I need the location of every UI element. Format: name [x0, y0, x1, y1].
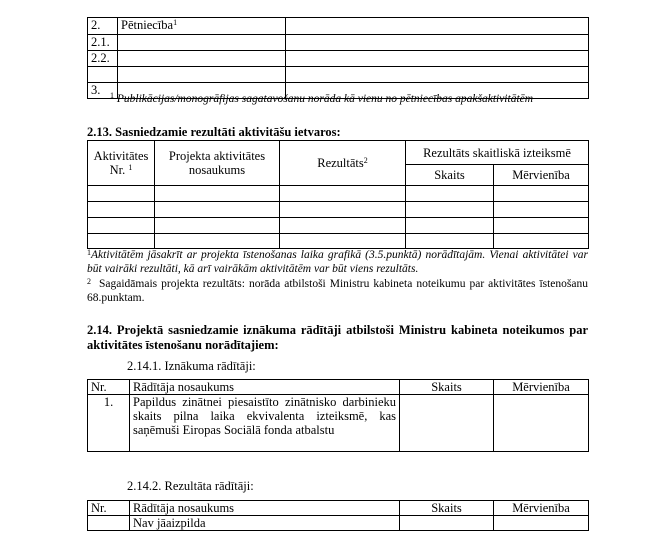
result-indicators-table — [87, 500, 589, 531]
table-row — [88, 18, 589, 35]
table-row — [88, 186, 589, 202]
col-nr-header: Nr. — [88, 501, 130, 516]
table-row — [88, 516, 589, 531]
col-activities-header: Aktivitātes Nr. $^1$ — [88, 141, 155, 186]
table-row — [88, 202, 589, 218]
subsection-2-14-2: 2.14.2. Rezultāta rādītāji: — [127, 479, 254, 493]
row-number: 2.1. — [88, 35, 118, 51]
row-number: 1. — [88, 395, 130, 452]
row-number: 2. — [88, 18, 118, 35]
section-2-14-heading: 2.14. Projektā sasniedzamie iznākuma rādītāji atbilstoši Ministru kabineta noteikumos par aktivitātes īstenošanu norādītajiem: — [87, 323, 588, 352]
table-row — [88, 67, 589, 83]
col-count-header: Skaits — [406, 165, 494, 186]
row-number — [88, 67, 118, 83]
section-2-13-note1: $^1$Aktivitātēm jāsakrīt ar projekta īstenošanas laika grafikā (3.5.punktā) norādītajām. Vienai aktivitātei var būt vairāki rezultāti, kā arī vairākām aktivitātēm var būt viens rezultāts. — [87, 248, 588, 275]
table-row — [88, 234, 589, 249]
col-count-header: Skaits — [400, 380, 494, 395]
col-unit-header: Mērvienība — [494, 501, 589, 516]
col-quant-header: Rezultāts skaitliskā izteiksmē — [406, 141, 589, 165]
row-number: 3. — [88, 83, 118, 99]
subsection-2-14-1: 2.14.1. Iznākuma rādītāji: — [127, 359, 256, 373]
table-row — [88, 218, 589, 234]
activity-name: Pētniecība$^1$ — [118, 18, 286, 35]
col-unit-header: Mērvienība — [494, 380, 589, 395]
indicator-name: Nav jāaizpilda — [130, 516, 400, 531]
section-2-13-heading: 2.13. Sasniedzamie rezultāti aktivitāšu ietvaros: — [87, 125, 341, 139]
col-results-header: Rezultāts$^2$ — [280, 141, 406, 186]
col-name-header: Rādītāja nosaukums — [130, 380, 400, 395]
col-name-header: Rādītāja nosaukums — [130, 501, 400, 516]
col-project-header: Projekta aktivitātes nosaukums — [155, 141, 280, 186]
activities-table — [87, 17, 589, 99]
table-row — [88, 395, 589, 452]
table-row — [88, 35, 589, 51]
output-indicators-table — [87, 379, 589, 452]
table1-footnote: $^1$ Publikācijas/monogrāfijas sagatavošanu norāda kā vienu no pētniecības apakšaktivitātēm — [110, 91, 534, 105]
indicator-name: Papildus zinātnei piesaistīto zinātnisko darbinieku skaits pilna laika ekvivalenta izteiksmē, kas saņēmuši Eiropas Sociālā fonda atbalstu — [130, 395, 400, 452]
section-2-13-note2: $^2$ Sagaidāmais projekta rezultāts: norāda atbilstoši Ministru kabineta noteikumu par aktivitātes īstenošanu 68.punktam. — [87, 277, 588, 304]
results-table — [87, 140, 589, 249]
col-count-header: Skaits — [400, 501, 494, 516]
row-number: 2.2. — [88, 51, 118, 67]
table-row — [88, 51, 589, 67]
col-unit-header: Mērvienība — [494, 165, 589, 186]
col-nr-header: Nr. — [88, 380, 130, 395]
